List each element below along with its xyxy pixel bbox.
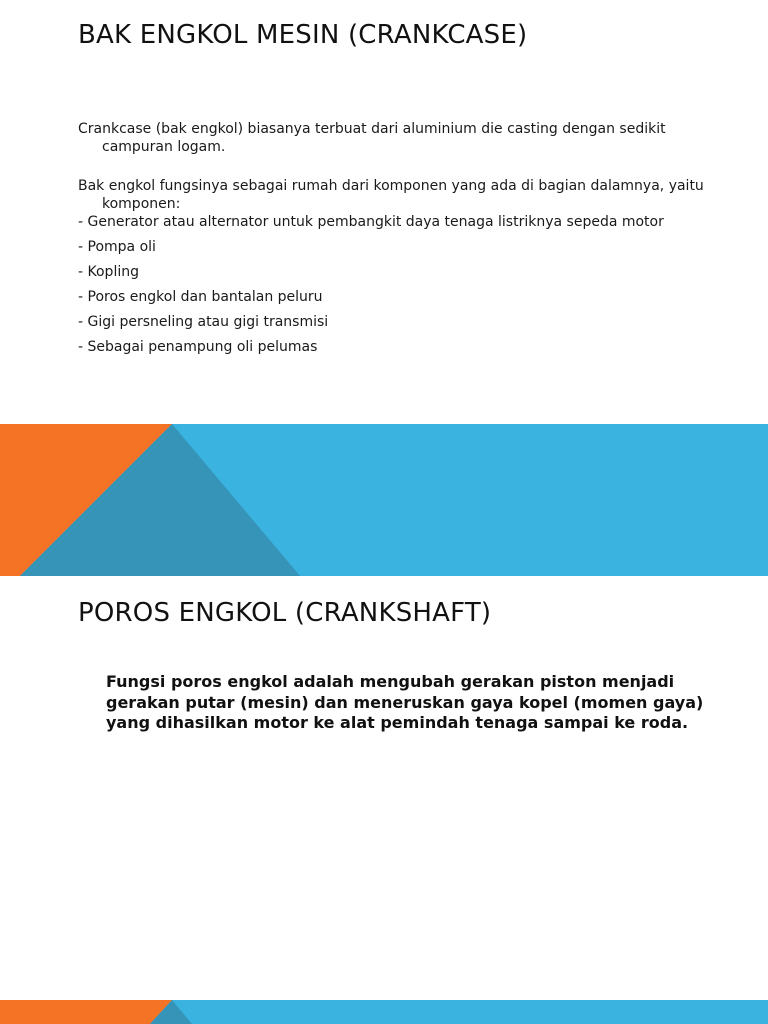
slide-title: BAK ENGKOL MESIN (CRANKCASE)	[78, 20, 528, 50]
bullet-item: - Sebagai penampung oli pelumas	[78, 339, 318, 355]
slide-crankshaft	[0, 576, 768, 1000]
decorative-band	[0, 1000, 768, 1024]
bullet-item: - Poros engkol dan bantalan peluru	[78, 289, 323, 305]
slide-title: POROS ENGKOL (CRANKSHAFT)	[78, 598, 492, 628]
bullet-item: - Pompa oli	[78, 239, 156, 255]
body-paragraph: Bak engkol fungsinya sebagai rumah dari komponen yang ada di bagian dalamnya, yaitu komponen:	[78, 178, 704, 212]
bullet-item: - Kopling	[78, 264, 139, 280]
body-paragraph: Fungsi poros engkol adalah mengubah gerakan piston menjadi gerakan putar (mesin) dan meneruskan gaya kopel (momen gaya) yang dihasilkan motor ke alat pemindah tenaga sampai ke roda.	[106, 672, 704, 732]
bullet-item: - Generator atau alternator untuk pembangkit daya tenaga listriknya sepeda motor	[78, 214, 664, 230]
body-paragraph: Crankcase (bak engkol) biasanya terbuat dari aluminium die casting dengan sedikit campuran logam.	[78, 121, 666, 155]
slide-crankcase	[0, 0, 768, 424]
slide-body	[78, 120, 718, 356]
decorative-band	[0, 424, 768, 576]
bullet-item: - Gigi persneling atau gigi transmisi	[78, 314, 329, 330]
